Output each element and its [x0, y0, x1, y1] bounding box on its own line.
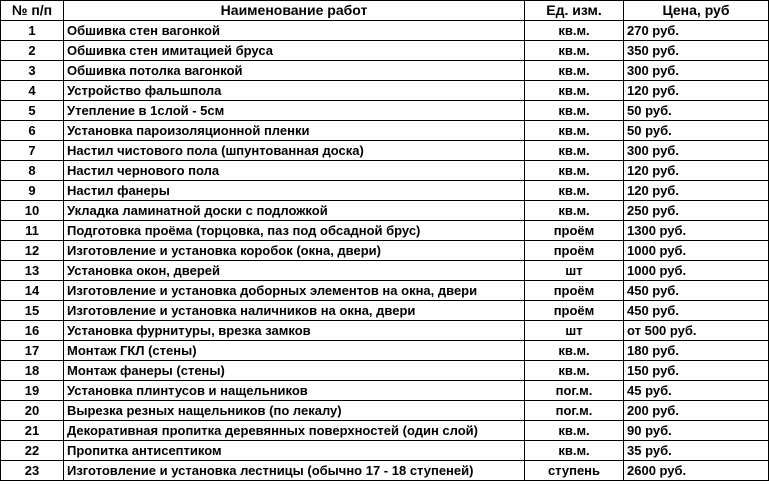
work-name-cell: Настил фанеры: [64, 181, 525, 201]
table-header-row: [1, 1, 769, 21]
work-name-cell: Обшивка потолка вагонкой: [64, 61, 525, 81]
unit-of-measure-cell: пог.м.: [525, 381, 624, 401]
price-cell: 90 руб.: [624, 421, 769, 441]
work-name-cell: Изготовление и установка наличников на окна, двери: [64, 301, 525, 321]
table-row: [1, 441, 769, 461]
unit-of-measure-cell: кв.м.: [525, 361, 624, 381]
price-cell: 180 руб.: [624, 341, 769, 361]
row-number-cell: 3: [1, 61, 64, 81]
table-row: [1, 101, 769, 121]
header-num: № п/п: [1, 1, 64, 21]
row-number-cell: 11: [1, 221, 64, 241]
table-row: [1, 341, 769, 361]
table-row: [1, 181, 769, 201]
work-name-cell: Подготовка проёма (торцовка, паз под обсадной брус): [64, 221, 525, 241]
row-number-cell: 23: [1, 461, 64, 481]
price-cell: 50 руб.: [624, 121, 769, 141]
price-cell: 2600 руб.: [624, 461, 769, 481]
price-cell: 45 руб.: [624, 381, 769, 401]
price-cell: 450 руб.: [624, 281, 769, 301]
price-cell: 300 руб.: [624, 61, 769, 81]
price-cell: 120 руб.: [624, 161, 769, 181]
table-row: [1, 301, 769, 321]
unit-of-measure-cell: кв.м.: [525, 121, 624, 141]
unit-of-measure-cell: кв.м.: [525, 341, 624, 361]
price-cell: 1000 руб.: [624, 261, 769, 281]
price-cell: 350 руб.: [624, 41, 769, 61]
unit-of-measure-cell: проём: [525, 221, 624, 241]
table-row: [1, 381, 769, 401]
row-number-cell: 8: [1, 161, 64, 181]
row-number-cell: 15: [1, 301, 64, 321]
table-row: [1, 281, 769, 301]
row-number-cell: 5: [1, 101, 64, 121]
price-cell: 50 руб.: [624, 101, 769, 121]
unit-of-measure-cell: кв.м.: [525, 21, 624, 41]
work-name-cell: Монтаж ГКЛ (стены): [64, 341, 525, 361]
row-number-cell: 19: [1, 381, 64, 401]
row-number-cell: 22: [1, 441, 64, 461]
table-row: [1, 361, 769, 381]
price-cell: 120 руб.: [624, 181, 769, 201]
unit-of-measure-cell: проём: [525, 281, 624, 301]
work-name-cell: Обшивка стен имитацией бруса: [64, 41, 525, 61]
unit-of-measure-cell: кв.м.: [525, 41, 624, 61]
price-cell: от 500 руб.: [624, 321, 769, 341]
unit-of-measure-cell: шт: [525, 321, 624, 341]
row-number-cell: 12: [1, 241, 64, 261]
table-row: [1, 121, 769, 141]
table-row: [1, 401, 769, 421]
unit-of-measure-cell: кв.м.: [525, 141, 624, 161]
price-cell: 250 руб.: [624, 201, 769, 221]
table-row: [1, 241, 769, 261]
price-cell: 270 руб.: [624, 21, 769, 41]
work-name-cell: Установка фурнитуры, врезка замков: [64, 321, 525, 341]
table-row: [1, 161, 769, 181]
table-row: [1, 141, 769, 161]
work-name-cell: Установка плинтусов и нащельников: [64, 381, 525, 401]
row-number-cell: 6: [1, 121, 64, 141]
work-name-cell: Настил чернового пола: [64, 161, 525, 181]
unit-of-measure-cell: кв.м.: [525, 201, 624, 221]
price-cell: 300 руб.: [624, 141, 769, 161]
work-name-cell: Установка окон, дверей: [64, 261, 525, 281]
price-cell: 1300 руб.: [624, 221, 769, 241]
price-cell: 450 руб.: [624, 301, 769, 321]
row-number-cell: 13: [1, 261, 64, 281]
table-row: [1, 41, 769, 61]
table-row: [1, 221, 769, 241]
row-number-cell: 10: [1, 201, 64, 221]
price-cell: 150 руб.: [624, 361, 769, 381]
row-number-cell: 16: [1, 321, 64, 341]
row-number-cell: 20: [1, 401, 64, 421]
table-row: [1, 461, 769, 481]
work-name-cell: Монтаж фанеры (стены): [64, 361, 525, 381]
work-name-cell: Укладка ламинатной доски с подложкой: [64, 201, 525, 221]
work-name-cell: Изготовление и установка лестницы (обычно 17 - 18 ступеней): [64, 461, 525, 481]
work-name-cell: Изготовление и установка доборных элементов на окна, двери: [64, 281, 525, 301]
work-name-cell: Установка пароизоляционной пленки: [64, 121, 525, 141]
unit-of-measure-cell: кв.м.: [525, 81, 624, 101]
header-price: Цена, руб: [624, 1, 769, 21]
unit-of-measure-cell: шт: [525, 261, 624, 281]
work-name-cell: Обшивка стен вагонкой: [64, 21, 525, 41]
row-number-cell: 21: [1, 421, 64, 441]
header-name: Наименование работ: [64, 1, 525, 21]
row-number-cell: 18: [1, 361, 64, 381]
unit-of-measure-cell: кв.м.: [525, 181, 624, 201]
table-row: [1, 201, 769, 221]
price-cell: 1000 руб.: [624, 241, 769, 261]
unit-of-measure-cell: кв.м.: [525, 421, 624, 441]
work-name-cell: Пропитка антисептиком: [64, 441, 525, 461]
price-cell: 35 руб.: [624, 441, 769, 461]
table-body: [1, 21, 769, 481]
table-row: [1, 421, 769, 441]
unit-of-measure-cell: проём: [525, 241, 624, 261]
unit-of-measure-cell: пог.м.: [525, 401, 624, 421]
row-number-cell: 14: [1, 281, 64, 301]
unit-of-measure-cell: кв.м.: [525, 61, 624, 81]
table-row: [1, 61, 769, 81]
work-name-cell: Изготовление и установка коробок (окна, двери): [64, 241, 525, 261]
work-name-cell: Настил чистового пола (шпунтованная доска): [64, 141, 525, 161]
header-unit: Ед. изм.: [525, 1, 624, 21]
unit-of-measure-cell: проём: [525, 301, 624, 321]
work-name-cell: Вырезка резных нащельников (по лекалу): [64, 401, 525, 421]
table-row: [1, 321, 769, 341]
unit-of-measure-cell: кв.м.: [525, 101, 624, 121]
table-row: [1, 21, 769, 41]
work-name-cell: Декоративная пропитка деревянных поверхностей (один слой): [64, 421, 525, 441]
row-number-cell: 7: [1, 141, 64, 161]
row-number-cell: 2: [1, 41, 64, 61]
unit-of-measure-cell: кв.м.: [525, 441, 624, 461]
unit-of-measure-cell: ступень: [525, 461, 624, 481]
row-number-cell: 4: [1, 81, 64, 101]
table-row: [1, 81, 769, 101]
price-cell: 120 руб.: [624, 81, 769, 101]
work-name-cell: Устройство фальшпола: [64, 81, 525, 101]
row-number-cell: 9: [1, 181, 64, 201]
row-number-cell: 1: [1, 21, 64, 41]
table-row: [1, 261, 769, 281]
price-cell: 200 руб.: [624, 401, 769, 421]
unit-of-measure-cell: кв.м.: [525, 161, 624, 181]
row-number-cell: 17: [1, 341, 64, 361]
work-name-cell: Утепление в 1слой - 5см: [64, 101, 525, 121]
